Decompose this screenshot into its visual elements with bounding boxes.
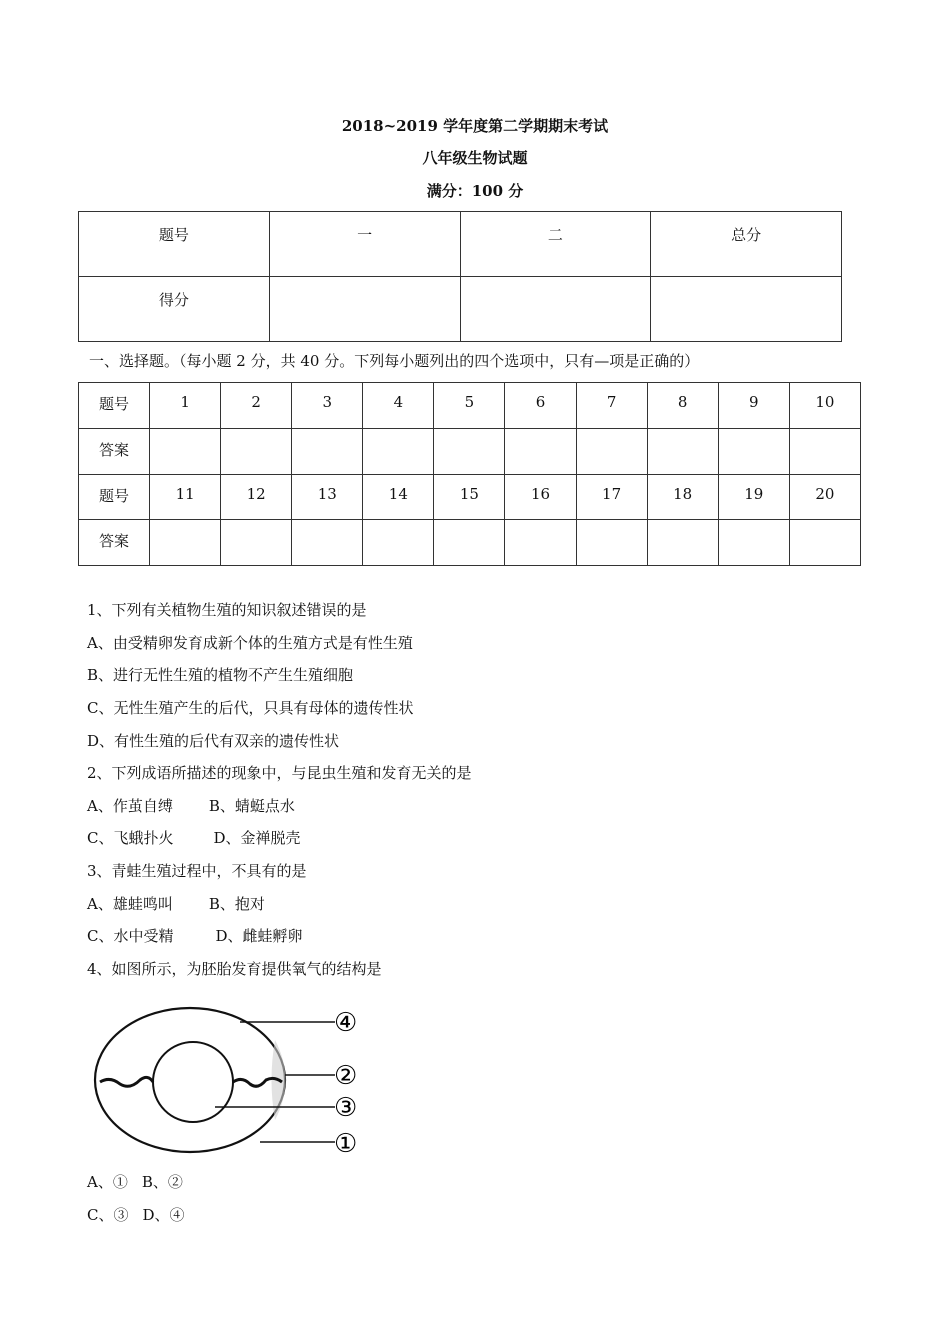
question-option: D、有性生殖的后代有双亲的遗传性状 [87, 732, 340, 750]
answer-cell[interactable] [718, 520, 789, 566]
option-row [87, 926, 303, 946]
question-number: 15 [434, 474, 505, 520]
question-number: 10 [789, 383, 860, 429]
answer-cell[interactable] [221, 428, 292, 474]
answer-cell[interactable] [434, 520, 505, 566]
question-option: C、无性生殖产生的后代，只具有母体的遗传性状 [87, 699, 414, 717]
option-row [87, 828, 301, 848]
answer-cell[interactable] [505, 428, 576, 474]
answer-cell[interactable] [150, 428, 221, 474]
question-number: 12 [221, 474, 292, 520]
question-number: 6 [505, 383, 576, 429]
answer-cell[interactable] [576, 428, 647, 474]
question-option: B、② [141, 1173, 183, 1191]
figure-label-2: ② [334, 1061, 358, 1091]
answer-cell[interactable] [363, 520, 434, 566]
option-row [87, 1172, 183, 1192]
question-stem: 2、下列成语所描述的现象中，与昆虫生殖和发育无关的是 [87, 764, 472, 782]
egg-shell-outline [95, 1008, 285, 1152]
question-option: C、③ [87, 1206, 129, 1224]
question-option: A、由受精卵发育成新个体的生殖方式是有性生殖 [87, 634, 413, 652]
section-title: 一、选择题。（每小题 2 分，共 40 分。下列每小题列出的四个选项中，只有—项是正确的） [89, 352, 700, 370]
question-option: A、① [87, 1173, 128, 1191]
question-number: 5 [434, 383, 505, 429]
question-stem: 3、青蛙生殖过程中，不具有的是 [87, 862, 307, 880]
question-number: 8 [647, 383, 718, 429]
question-option: B、蜻蜓点水 [208, 797, 295, 815]
answer-table [78, 382, 861, 566]
answer-row-label: 答案 [79, 428, 150, 474]
answer-cell[interactable] [576, 520, 647, 566]
question-option: D、④ [142, 1206, 185, 1224]
score-table [78, 211, 842, 342]
answer-cell[interactable] [292, 428, 363, 474]
exam-title: 2018~2019 学年度第二学期期末考试 [341, 117, 609, 135]
question-option: A、雄蛙鸣叫 [87, 895, 173, 913]
option-row [87, 894, 265, 914]
question-number: 11 [150, 474, 221, 520]
question-number: 16 [505, 474, 576, 520]
answer-cell[interactable] [505, 520, 576, 566]
question-number: 18 [647, 474, 718, 520]
question-option: A、作茧自缚 [87, 797, 173, 815]
answer-row-label: 答案 [79, 520, 150, 566]
question-number: 9 [718, 383, 789, 429]
score-header-cell: 总分 [651, 212, 842, 277]
score-cell[interactable] [269, 277, 460, 342]
answer-cell[interactable] [150, 520, 221, 566]
chalaza-left [100, 1077, 153, 1086]
egg-structure-diagram [90, 1000, 370, 1165]
answer-row-label: 题号 [79, 383, 150, 429]
option-row [87, 1205, 185, 1225]
option-row [87, 796, 295, 816]
figure-label-3: ③ [334, 1093, 358, 1123]
score-header-cell: 一 [269, 212, 460, 277]
question-number: 17 [576, 474, 647, 520]
question-stem: 1、下列有关植物生殖的知识叙述错误的是 [87, 601, 367, 619]
score-header-cell: 题号 [79, 212, 270, 277]
question-option: D、金禅脱壳 [213, 829, 301, 847]
question-number: 4 [363, 383, 434, 429]
answer-cell[interactable] [718, 428, 789, 474]
score-header-cell: 二 [460, 212, 651, 277]
question-option: C、飞蛾扑火 [87, 829, 174, 847]
answer-row-label: 题号 [79, 474, 150, 520]
full-score: 满分：100 分 [426, 182, 524, 200]
figure-label-1: ① [334, 1129, 358, 1159]
score-row-label: 得分 [79, 277, 270, 342]
question-option: D、雌蛙孵卵 [215, 927, 303, 945]
score-cell[interactable] [460, 277, 651, 342]
question-option: B、进行无性生殖的植物不产生生殖细胞 [87, 666, 354, 684]
question-number: 2 [221, 383, 292, 429]
question-number: 1 [150, 383, 221, 429]
question-number: 13 [292, 474, 363, 520]
answer-cell[interactable] [789, 520, 860, 566]
answer-cell[interactable] [647, 520, 718, 566]
question-number: 7 [576, 383, 647, 429]
question-number: 14 [363, 474, 434, 520]
answer-cell[interactable] [292, 520, 363, 566]
yolk-outline [153, 1042, 233, 1122]
answer-cell[interactable] [434, 428, 505, 474]
question-number: 20 [789, 474, 860, 520]
score-cell[interactable] [651, 277, 842, 342]
question-stem: 4、如图所示，为胚胎发育提供氧气的结构是 [87, 960, 382, 978]
answer-cell[interactable] [647, 428, 718, 474]
question-option: B、抱对 [208, 895, 265, 913]
question-number: 19 [718, 474, 789, 520]
exam-subtitle: 八年级生物试题 [422, 149, 528, 167]
answer-cell[interactable] [789, 428, 860, 474]
question-number: 3 [292, 383, 363, 429]
question-option: C、水中受精 [87, 927, 174, 945]
figure-label-4: ④ [334, 1008, 358, 1038]
answer-cell[interactable] [221, 520, 292, 566]
answer-cell[interactable] [363, 428, 434, 474]
